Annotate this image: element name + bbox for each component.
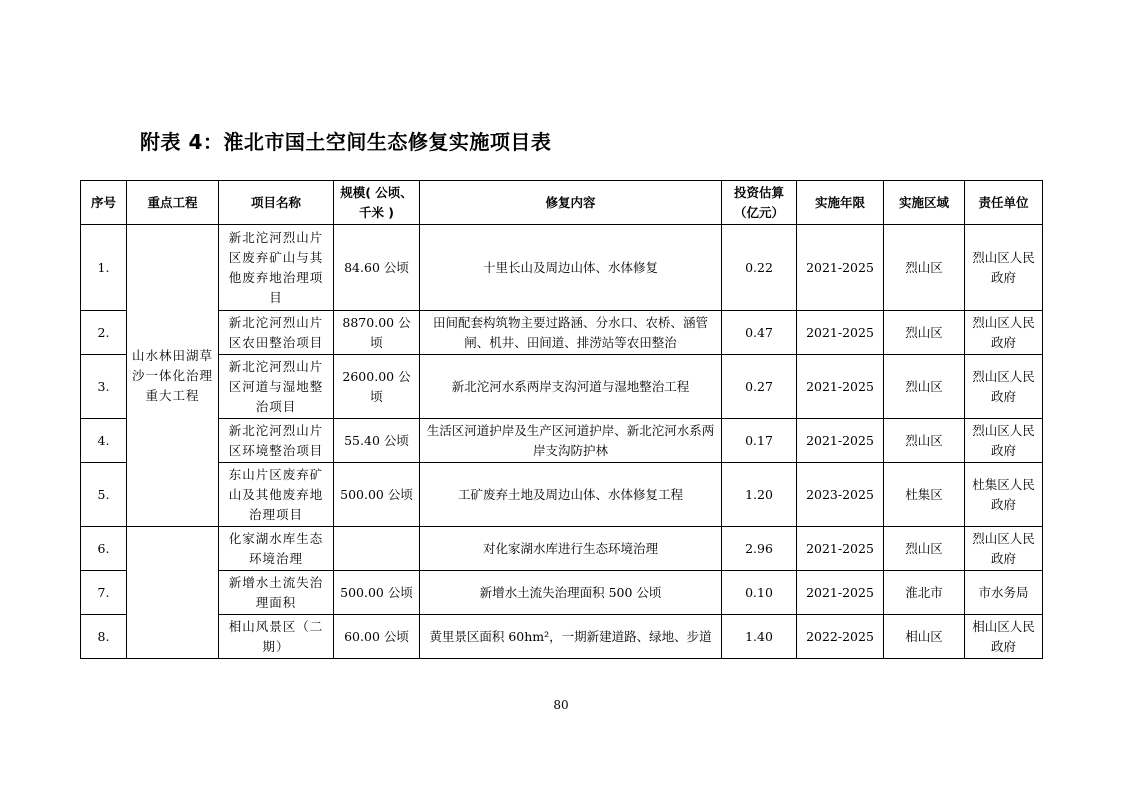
row-unit: 市水务局 xyxy=(965,571,1043,615)
row-unit: 烈山区人民政府 xyxy=(965,419,1043,463)
row-period: 2021-2025 xyxy=(797,311,884,355)
header-scale: 规模( 公顷、千米 ) xyxy=(334,181,420,225)
row-name: 新北沱河烈山片区废弃矿山与其他废弃地治理项目 xyxy=(219,225,334,311)
row-investment: 1.40 xyxy=(722,615,797,659)
row-name: 新增水土流失治理面积 xyxy=(219,571,334,615)
row-name: 东山片区废弃矿山及其他废弃地治理项目 xyxy=(219,463,334,527)
row-unit: 杜集区人民政府 xyxy=(965,463,1043,527)
table-row xyxy=(81,615,1043,659)
table-row xyxy=(81,527,1043,571)
row-content: 对化家湖水库进行生态环境治理 xyxy=(420,527,722,571)
row-investment: 1.20 xyxy=(722,463,797,527)
row-seq: 8. xyxy=(81,615,127,659)
row-seq: 4. xyxy=(81,419,127,463)
row-investment: 0.47 xyxy=(722,311,797,355)
table-row xyxy=(81,419,1043,463)
row-seq: 7. xyxy=(81,571,127,615)
row-unit: 相山区人民政府 xyxy=(965,615,1043,659)
header-content: 修复内容 xyxy=(420,181,722,225)
row-content: 新增水土流失治理面积 500 公顷 xyxy=(420,571,722,615)
row-period: 2021-2025 xyxy=(797,571,884,615)
row-content: 新北沱河水系两岸支沟河道与湿地整治工程 xyxy=(420,355,722,419)
table-row xyxy=(81,571,1043,615)
row-content: 黄里景区面积 60hm²，一期新建道路、绿地、步道 xyxy=(420,615,722,659)
row-period: 2021-2025 xyxy=(797,225,884,311)
row-seq: 3. xyxy=(81,355,127,419)
row-period: 2023-2025 xyxy=(797,463,884,527)
row-scale: 8870.00 公顷 xyxy=(334,311,420,355)
row-area: 杜集区 xyxy=(884,463,965,527)
row-name: 新北沱河烈山片区农田整治项目 xyxy=(219,311,334,355)
row-unit: 烈山区人民政府 xyxy=(965,527,1043,571)
table-row xyxy=(81,311,1043,355)
table-row xyxy=(81,355,1043,419)
table-row xyxy=(81,225,1043,311)
row-period: 2021-2025 xyxy=(797,527,884,571)
row-content: 生活区河道护岸及生产区河道护岸、新北沱河水系两岸支沟防护林 xyxy=(420,419,722,463)
row-period: 2021-2025 xyxy=(797,419,884,463)
row-scale: 500.00 公顷 xyxy=(334,571,420,615)
row-area: 烈山区 xyxy=(884,225,965,311)
row-unit: 烈山区人民政府 xyxy=(965,225,1043,311)
row-area: 烈山区 xyxy=(884,419,965,463)
row-investment: 0.22 xyxy=(722,225,797,311)
header-seq: 序号 xyxy=(81,181,127,225)
row-seq: 1. xyxy=(81,225,127,311)
header-period: 实施年限 xyxy=(797,181,884,225)
key-project-cell: 山水林田湖草沙一体化治理重大工程 xyxy=(127,225,219,527)
row-period: 2021-2025 xyxy=(797,355,884,419)
row-name: 化家湖水库生态环境治理 xyxy=(219,527,334,571)
row-investment: 0.27 xyxy=(722,355,797,419)
table-row xyxy=(81,463,1043,527)
row-unit: 烈山区人民政府 xyxy=(965,355,1043,419)
row-scale: 55.40 公顷 xyxy=(334,419,420,463)
header-unit: 责任单位 xyxy=(965,181,1043,225)
row-investment: 0.10 xyxy=(722,571,797,615)
header-investment: 投资估算（亿元） xyxy=(722,181,797,225)
row-content: 田间配套构筑物主要过路涵、分水口、农桥、涵管闸、机井、田间道、排涝站等农田整治 xyxy=(420,311,722,355)
row-area: 淮北市 xyxy=(884,571,965,615)
header-key-project: 重点工程 xyxy=(127,181,219,225)
row-content: 十里长山及周边山体、水体修复 xyxy=(420,225,722,311)
header-name: 项目名称 xyxy=(219,181,334,225)
row-area: 烈山区 xyxy=(884,355,965,419)
row-name: 新北沱河烈山片区河道与湿地整治项目 xyxy=(219,355,334,419)
row-scale: 500.00 公顷 xyxy=(334,463,420,527)
row-investment: 0.17 xyxy=(722,419,797,463)
row-content: 工矿废弃土地及周边山体、水体修复工程 xyxy=(420,463,722,527)
row-seq: 6. xyxy=(81,527,127,571)
row-name: 相山风景区（二期） xyxy=(219,615,334,659)
page-number: 80 xyxy=(553,698,569,712)
row-seq: 5. xyxy=(81,463,127,527)
row-investment: 2.96 xyxy=(722,527,797,571)
key-project-cell xyxy=(127,527,219,659)
project-table xyxy=(80,180,1043,659)
row-area: 烈山区 xyxy=(884,311,965,355)
page-title: 附表 4：淮北市国土空间生态修复实施项目表 xyxy=(140,130,552,154)
row-name: 新北沱河烈山片区环境整治项目 xyxy=(219,419,334,463)
row-scale: 2600.00 公顷 xyxy=(334,355,420,419)
row-scale xyxy=(334,527,420,571)
row-scale: 60.00 公顷 xyxy=(334,615,420,659)
row-unit: 烈山区人民政府 xyxy=(965,311,1043,355)
header-area: 实施区域 xyxy=(884,181,965,225)
row-period: 2022-2025 xyxy=(797,615,884,659)
row-scale: 84.60 公顷 xyxy=(334,225,420,311)
header-row xyxy=(81,181,1043,225)
row-seq: 2. xyxy=(81,311,127,355)
row-area: 烈山区 xyxy=(884,527,965,571)
row-area: 相山区 xyxy=(884,615,965,659)
